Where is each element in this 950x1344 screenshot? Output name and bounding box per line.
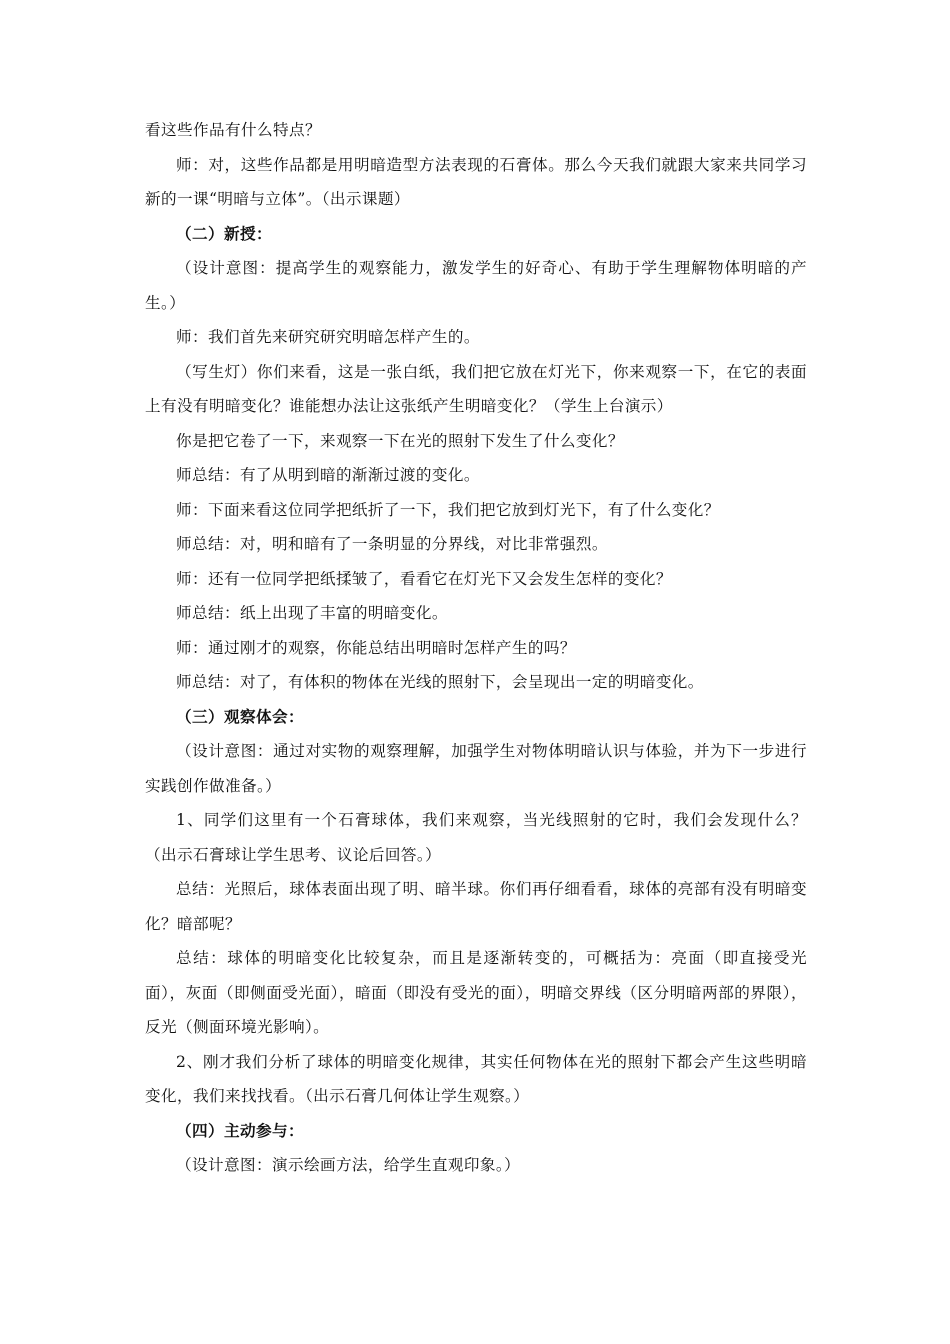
paragraph-summary-faces: 总结：球体的明暗变化比较复杂，而且是逐渐转变的，可概括为：亮面（即直接受光面），灰面（即侧面受光面），暗面（即没有受光的面），明暗交界线（区分明暗两部的界限），反光（侧面环境光影响）。 — [145, 949, 807, 1036]
paragraph-summary-boundary: 师总结：对，明和暗有了一条明显的分界线，对比非常强烈。 — [176, 535, 608, 553]
paragraph-crumpled-paper: 师：还有一位同学把纸揉皱了，看看它在灯光下又会发生怎样的变化？ — [176, 569, 672, 588]
paragraph-geometric-bodies: 2、刚才我们分析了球体的明暗变化规律，其实任何物体在光的照射下都会产生这些明暗变化，我们来找找看。（出示石膏几何体让学生观察。） — [145, 1052, 807, 1105]
section-heading-participate: （四）主动参与： — [176, 1120, 304, 1140]
paragraph-rolled-paper: 你是把它卷了一下，来观察一下在光的照射下发生了什么变化？ — [176, 431, 624, 450]
paragraph-folded-paper: 师：下面来看这位同学把纸折了一下，我们把它放到灯光下，有了什么变化？ — [176, 500, 720, 519]
section-heading-new-lesson: （二）新授： — [176, 223, 272, 243]
paragraph-summary-volume: 师总结：对了，有体积的物体在光线的照射下，会呈现出一定的明暗变化。 — [176, 673, 704, 691]
paragraph-teacher-intro: 师：对，这些作品都是用明暗造型方法表现的石膏体。那么今天我们就跟大家来共同学习新的一课“明暗与立体”。（出示课题） — [145, 155, 807, 208]
section-heading-observe: （三）观察体会： — [176, 706, 304, 726]
paragraph-white-paper: （写生灯）你们来看，这是一张白纸，我们把它放在灯光下，你来观察一下，在它的表面上有没有明暗变化？谁能想办法让这张纸产生明暗变化？（学生上台演示） — [145, 362, 807, 415]
paragraph-plaster-sphere: 1、同学们这里有一个石膏球体，我们来观察，当光线照射的它时，我们会发现什么？（出示石膏球让学生思考、议论后回答。） — [145, 811, 807, 864]
paragraph-summary-halves: 总结：光照后，球体表面出现了明、暗半球。你们再仔细看看，球体的亮部有没有明暗变化？暗部呢？ — [145, 880, 807, 933]
paragraph-design-intent-3: （设计意图：演示绘画方法，给学生直观印象。） — [176, 1156, 521, 1174]
paragraph-summary-gradual: 师总结：有了从明到暗的渐渐过渡的变化。 — [176, 466, 480, 484]
paragraph-continuation: 看这些作品有什么特点？ — [145, 121, 321, 139]
paragraph-design-intent-1: （设计意图：提高学生的观察能力，激发学生的好奇心、有助于学生理解物体明暗的产生。） — [145, 259, 807, 312]
paragraph-design-intent-2: （设计意图：通过对实物的观察理解，加强学生对物体明暗认识与体验，并为下一步进行实践创作做准备。） — [145, 742, 807, 795]
paragraph-teacher-research: 师：我们首先来研究研究明暗怎样产生的。 — [176, 328, 480, 346]
document-body — [145, 113, 807, 1183]
paragraph-summary-rich: 师总结：纸上出现了丰富的明暗变化。 — [176, 604, 448, 622]
paragraph-question: 师：通过刚才的观察，你能总结出明暗时怎样产生的吗？ — [176, 638, 576, 657]
